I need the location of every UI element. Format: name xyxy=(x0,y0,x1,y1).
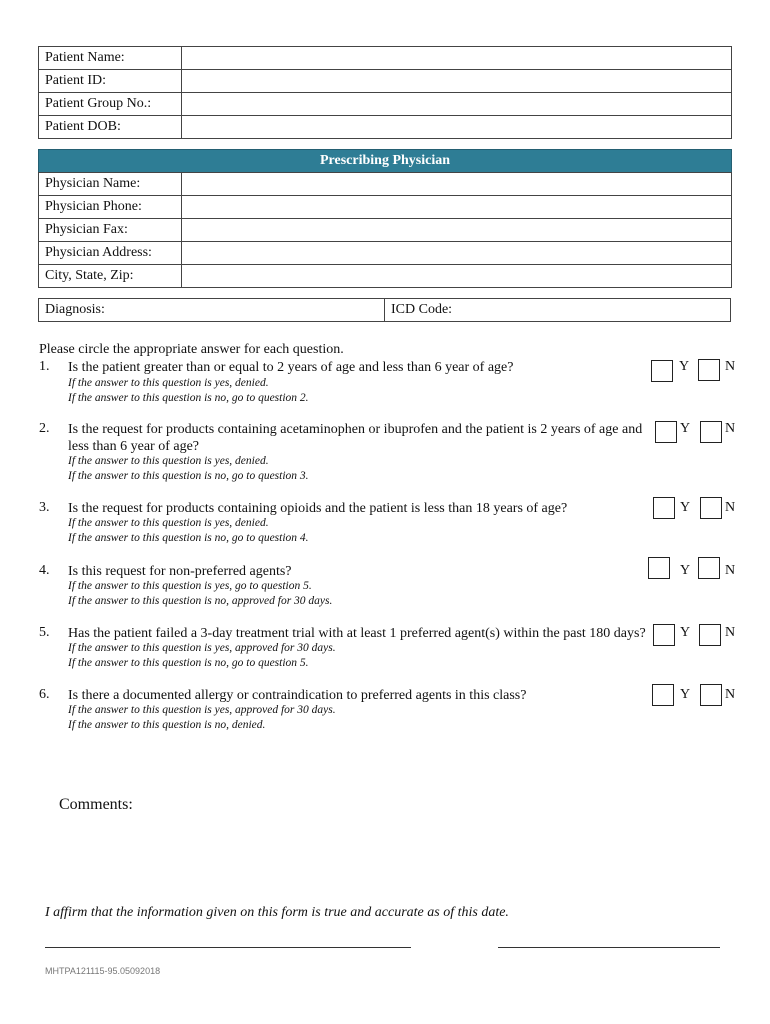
question-yes-outcome: If the answer to this question is yes, approved for 30 days. xyxy=(68,704,336,716)
no-label: N xyxy=(725,687,736,702)
icd-code-field[interactable]: ICD Code: xyxy=(385,299,731,322)
physician-phone-row xyxy=(39,196,732,219)
question-text: Is the request for products containing acetaminophen or ibuprofen and the patient is 2 years of age and less than 6 year of age? xyxy=(68,422,643,454)
signature-line[interactable] xyxy=(45,947,411,948)
patient-dob-label: Patient DOB: xyxy=(39,116,182,139)
physician-city-row xyxy=(39,265,732,288)
comments-label: Comments: xyxy=(59,796,133,813)
physician-address-row xyxy=(39,242,732,265)
physician-name-field[interactable] xyxy=(182,173,732,196)
physician-address-label: Physician Address: xyxy=(39,242,182,265)
question-no-outcome: If the answer to this question is no, denied. xyxy=(68,719,266,731)
physician-phone-label: Physician Phone: xyxy=(39,196,182,219)
question-text: Is the patient greater than or equal to 2 years of age and less than 6 year of age? xyxy=(68,360,514,375)
yes-checkbox[interactable] xyxy=(653,497,675,519)
patient-group-label: Patient Group No.: xyxy=(39,93,182,116)
patient-group-row xyxy=(39,93,732,116)
yes-label: Y xyxy=(680,687,691,702)
yes-label: Y xyxy=(680,625,691,640)
question-text: Is this request for non-preferred agents? xyxy=(68,564,292,579)
question-number: 5. xyxy=(39,625,50,640)
question-yes-outcome: If the answer to this question is yes, go to question 5. xyxy=(68,580,312,592)
patient-id-field[interactable] xyxy=(182,70,732,93)
patient-dob-row xyxy=(39,116,732,139)
question-number: 3. xyxy=(39,500,50,515)
form-code: MHTPA121115-95.05092018 xyxy=(45,966,161,976)
physician-city-label: City, State, Zip: xyxy=(39,265,182,288)
instructions: Please circle the appropriate answer for each question. xyxy=(39,342,344,357)
no-checkbox[interactable] xyxy=(699,624,721,646)
question-number: 1. xyxy=(39,359,50,374)
diagnosis-table xyxy=(38,298,731,322)
yes-checkbox[interactable] xyxy=(652,684,674,706)
question-yes-outcome: If the answer to this question is yes, denied. xyxy=(68,455,269,467)
question-number: 2. xyxy=(39,421,50,436)
date-line[interactable] xyxy=(498,947,720,948)
physician-fax-label: Physician Fax: xyxy=(39,219,182,242)
physician-fax-row xyxy=(39,219,732,242)
question-no-outcome: If the answer to this question is no, go to question 3. xyxy=(68,470,309,482)
no-checkbox[interactable] xyxy=(700,421,722,443)
question-no-outcome: If the answer to this question is no, go to question 2. xyxy=(68,392,309,404)
yes-checkbox[interactable] xyxy=(655,421,677,443)
patient-name-field[interactable] xyxy=(182,47,732,70)
patient-dob-field[interactable] xyxy=(182,116,732,139)
diagnosis-row xyxy=(39,299,731,322)
question-number: 6. xyxy=(39,687,50,702)
physician-name-label: Physician Name: xyxy=(39,173,182,196)
patient-name-label: Patient Name: xyxy=(39,47,182,70)
physician-city-field[interactable] xyxy=(182,265,732,288)
physician-phone-field[interactable] xyxy=(182,196,732,219)
physician-name-row xyxy=(39,173,732,196)
question-no-outcome: If the answer to this question is no, approved for 30 days. xyxy=(68,595,333,607)
question-no-outcome: If the answer to this question is no, go to question 4. xyxy=(68,532,309,544)
no-checkbox[interactable] xyxy=(698,359,720,381)
affirmation-statement: I affirm that the information given on this form is true and accurate as of this date. xyxy=(45,905,509,920)
no-label: N xyxy=(725,421,736,436)
yes-checkbox[interactable] xyxy=(653,624,675,646)
diagnosis-field[interactable]: Diagnosis: xyxy=(39,299,385,322)
yes-label: Y xyxy=(680,500,691,515)
patient-name-row xyxy=(39,47,732,70)
yes-checkbox[interactable] xyxy=(651,360,673,382)
no-label: N xyxy=(725,625,736,640)
physician-section-header: Prescribing Physician xyxy=(38,149,732,173)
question-no-outcome: If the answer to this question is no, go to question 5. xyxy=(68,657,309,669)
yes-label: Y xyxy=(680,563,691,578)
question-number: 4. xyxy=(39,563,50,578)
no-checkbox[interactable] xyxy=(700,684,722,706)
question-yes-outcome: If the answer to this question is yes, denied. xyxy=(68,517,269,529)
patient-id-row xyxy=(39,70,732,93)
yes-label: Y xyxy=(679,359,690,374)
physician-info-table xyxy=(38,172,732,288)
question-text: Is there a documented allergy or contraindication to preferred agents in this class? xyxy=(68,688,527,703)
no-checkbox[interactable] xyxy=(700,497,722,519)
patient-info-table xyxy=(38,46,732,139)
physician-address-field[interactable] xyxy=(182,242,732,265)
patient-group-field[interactable] xyxy=(182,93,732,116)
question-yes-outcome: If the answer to this question is yes, denied. xyxy=(68,377,269,389)
question-yes-outcome: If the answer to this question is yes, approved for 30 days. xyxy=(68,642,336,654)
yes-label: Y xyxy=(680,421,691,436)
question-text: Has the patient failed a 3-day treatment trial with at least 1 preferred agent(s) within the past 180 days? xyxy=(68,626,646,641)
no-checkbox[interactable] xyxy=(698,557,720,579)
physician-fax-field[interactable] xyxy=(182,219,732,242)
patient-id-label: Patient ID: xyxy=(39,70,182,93)
no-label: N xyxy=(725,563,736,578)
no-label: N xyxy=(725,500,736,515)
yes-checkbox[interactable] xyxy=(648,557,670,579)
question-text: Is the request for products containing opioids and the patient is less than 18 years of age? xyxy=(68,501,568,516)
no-label: N xyxy=(725,359,736,374)
